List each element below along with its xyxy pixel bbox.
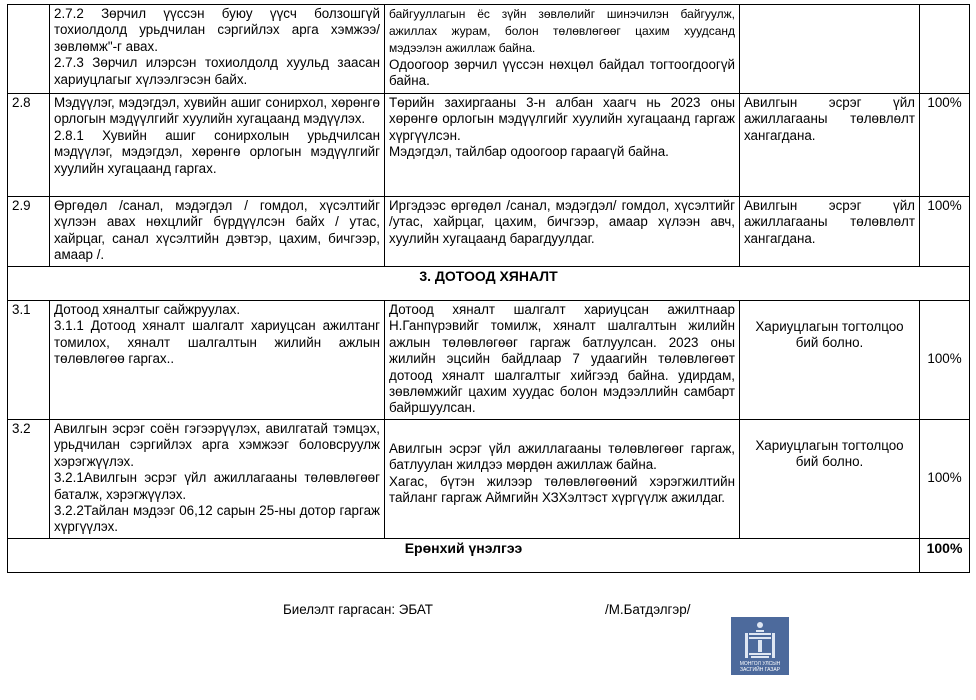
soyombo-icon <box>731 617 789 675</box>
percent-cell: 100% <box>920 94 970 197</box>
result-cell: Авилгын эсрэг үйл ажиллагааны төлөвлөлт хангагдана. <box>740 94 920 197</box>
implementation-cell <box>385 5 740 94</box>
implementation-cell <box>385 301 740 420</box>
implementation-text: Одоогоор зөрчил үүссэн нөхцөл байдал тогтоогдоогүй байна. <box>389 57 735 89</box>
result-cell <box>740 420 920 539</box>
total-value: 100% <box>920 539 970 573</box>
implementation-text: Мэдэгдэл, тайлбар одоогоор гараагүй байна. <box>389 144 669 160</box>
implementation-text: Иргэдээс өргөдөл /санал, мэдэгдэл/ гомдол, хүсэлтийг /утас, хайрцаг, цахим, бичгээр, амаар хүлээн авч, хуулийн хугацаанд барагдуулдаг. <box>389 198 735 246</box>
task-text: Мэдүүлэг, мэдэгдэл, хувийн ашиг сонирхол, хөрөнгө орлогын мэдүүлгийг хуулийн хугацаанд мэдүүлэх. <box>54 95 380 127</box>
table-row-2-7-continued <box>8 5 970 94</box>
percent-cell: 100% <box>920 301 970 420</box>
spacer <box>389 421 735 441</box>
implementation-text: Төрийн захиргааны 3-н албан хаагч нь 2023 оны хөрөнгө орлогын мэдүүлгийг хуулийн хугацаанд гаргаж хүргүүлсэн. <box>389 95 735 143</box>
result-text: Хариуцлагын тогтолцоо бий болно. <box>755 438 904 470</box>
table-row-3-1 <box>8 301 970 420</box>
task-cell <box>50 420 385 539</box>
implementation-text: Хагас, бүтэн жилээр төлөвлөгөөний хэрэгжилтийн тайланг гаргаж Аймгийн ХЗХэлтэст хүргүүлж ажилдаг. <box>389 473 735 506</box>
task-cell <box>50 197 385 267</box>
task-cell <box>50 301 385 420</box>
num-cell <box>8 5 50 94</box>
percent-cell: 100% <box>920 420 970 539</box>
percent-cell: 100% <box>920 197 970 267</box>
task-text: Авилгын эсрэг соён гэгээрүүлэх, авилгатай тэмцэх, урьдчилан сэргийлэх арга хэмжээг боловсруулж хэрэгжүүлэх. <box>54 421 380 469</box>
task-text: Дотоод хяналтыг сайжруулах. <box>54 302 241 317</box>
row-number: 2.9 <box>8 197 50 267</box>
task-text: 3.2.2Тайлан мэдээг 06,12 сарын 25-ны дотор гаргаж хүргүүлэх. <box>54 503 380 535</box>
task-text: 2.7.3 Зөрчил илэрсэн тохиолдолд хуульд заасан хариуцлагыг хүлээлгэсэн байх. <box>54 55 380 87</box>
row-number: 3.1 <box>8 301 50 420</box>
section-title: 3. ДОТООД ХЯНАЛТ <box>8 267 970 301</box>
task-text: 3.1.1 Дотоод хяналт шалгалт хариуцсан ажилтанг томилох, хяналт шалгалтын жилийн ажлын төлөвлөгөө гаргах.. <box>54 318 380 367</box>
implementation-text: Дотоод хяналт шалгалт хариуцсан ажилтнаар Н.Ганпүрэвийг томилж, хяналт шалгалтын жилийн ажлын төлөвлөгөөг гаргаж батлуулсан. 2023 оны жилийн эцсийн байдлаар 7 удаагийн төлөвлөгөөт дотоод хяналт шалгалтыг хийгээд байна. удирдам, зөвлөмжийг цахим хуудас болон мэдээллийн самбарт байршуулсан. <box>389 302 735 416</box>
implementation-cell <box>385 420 740 539</box>
table-row-3-2 <box>8 420 970 539</box>
prepared-by: Биелэлт гаргасан: ЭБАТ <box>283 602 433 617</box>
table-row-2-9 <box>8 197 970 267</box>
section-header-row <box>8 267 970 301</box>
implementation-cell <box>385 197 740 267</box>
task-text: Өргөдөл /санал, мэдэгдэл / гомдол, хүсэлтийг хүлээн авах нөхцлийг бүрдүүлсэн байх / утас, хайрцаг, санал хүсэлтийн дэвтэр, цахим, бичгээр, амаар /. <box>54 198 380 263</box>
table-row-2-8 <box>8 94 970 197</box>
result-cell: Авилгын эсрэг үйл ажиллагааны төлөвлөлт хангагдана. <box>740 197 920 267</box>
implementation-text: байгууллагын ёс зүйн зөвлөлийг шинэчилэн байгуулж, ажиллах журам, болон төлөвлөгөөг цахим хуудсанд мэдээлэн ажиллаж байна. <box>389 7 735 55</box>
total-row <box>8 539 970 573</box>
task-text: 2.7.2 Зөрчил үүссэн буюу үүсч болзошгүй тохиолдолд урьдчилан сэргийлэх арга хэмжээ/зөвлөмж"-г авах. <box>54 6 380 54</box>
government-emblem-logo <box>731 617 789 675</box>
emblem-text-line-2: ЗАСГИЙН ГАЗАР <box>739 667 781 673</box>
percent-cell <box>920 5 970 94</box>
task-text: 3.2.1Авилгын эсрэг үйл ажиллагааны төлөвлөгөөг баталж, хэрэгжүүлэх. <box>54 470 380 502</box>
implementation-text: Авилгын эсрэг үйл ажиллагааны төлөвлөгөөг гаргаж, батлуулан жилдээ мөрдөн ажиллаж байна. <box>389 441 735 473</box>
result-text: Хариуцлагын тогтолцоо бий болно. <box>755 319 904 351</box>
signatory-name: /М.Батдэлгэр/ <box>605 602 691 617</box>
result-cell <box>740 5 920 94</box>
task-cell <box>50 5 385 94</box>
report-table <box>7 4 970 573</box>
task-cell <box>50 94 385 197</box>
total-label: Ерөнхий үнэлгээ <box>8 539 920 573</box>
emblem-text-line-1: МОНГОЛ УЛСЫН <box>739 661 781 667</box>
result-cell <box>740 301 920 420</box>
implementation-cell <box>385 94 740 197</box>
row-number: 2.8 <box>8 94 50 197</box>
row-number: 3.2 <box>8 420 50 539</box>
task-text: 2.8.1 Хувийн ашиг сонирхолын урьдчилсан мэдүүлэг, мэдэгдэл, хөрөнгө орлогын мэдүүлгийг хуулийн хугацаанд гаргах. <box>54 127 380 176</box>
